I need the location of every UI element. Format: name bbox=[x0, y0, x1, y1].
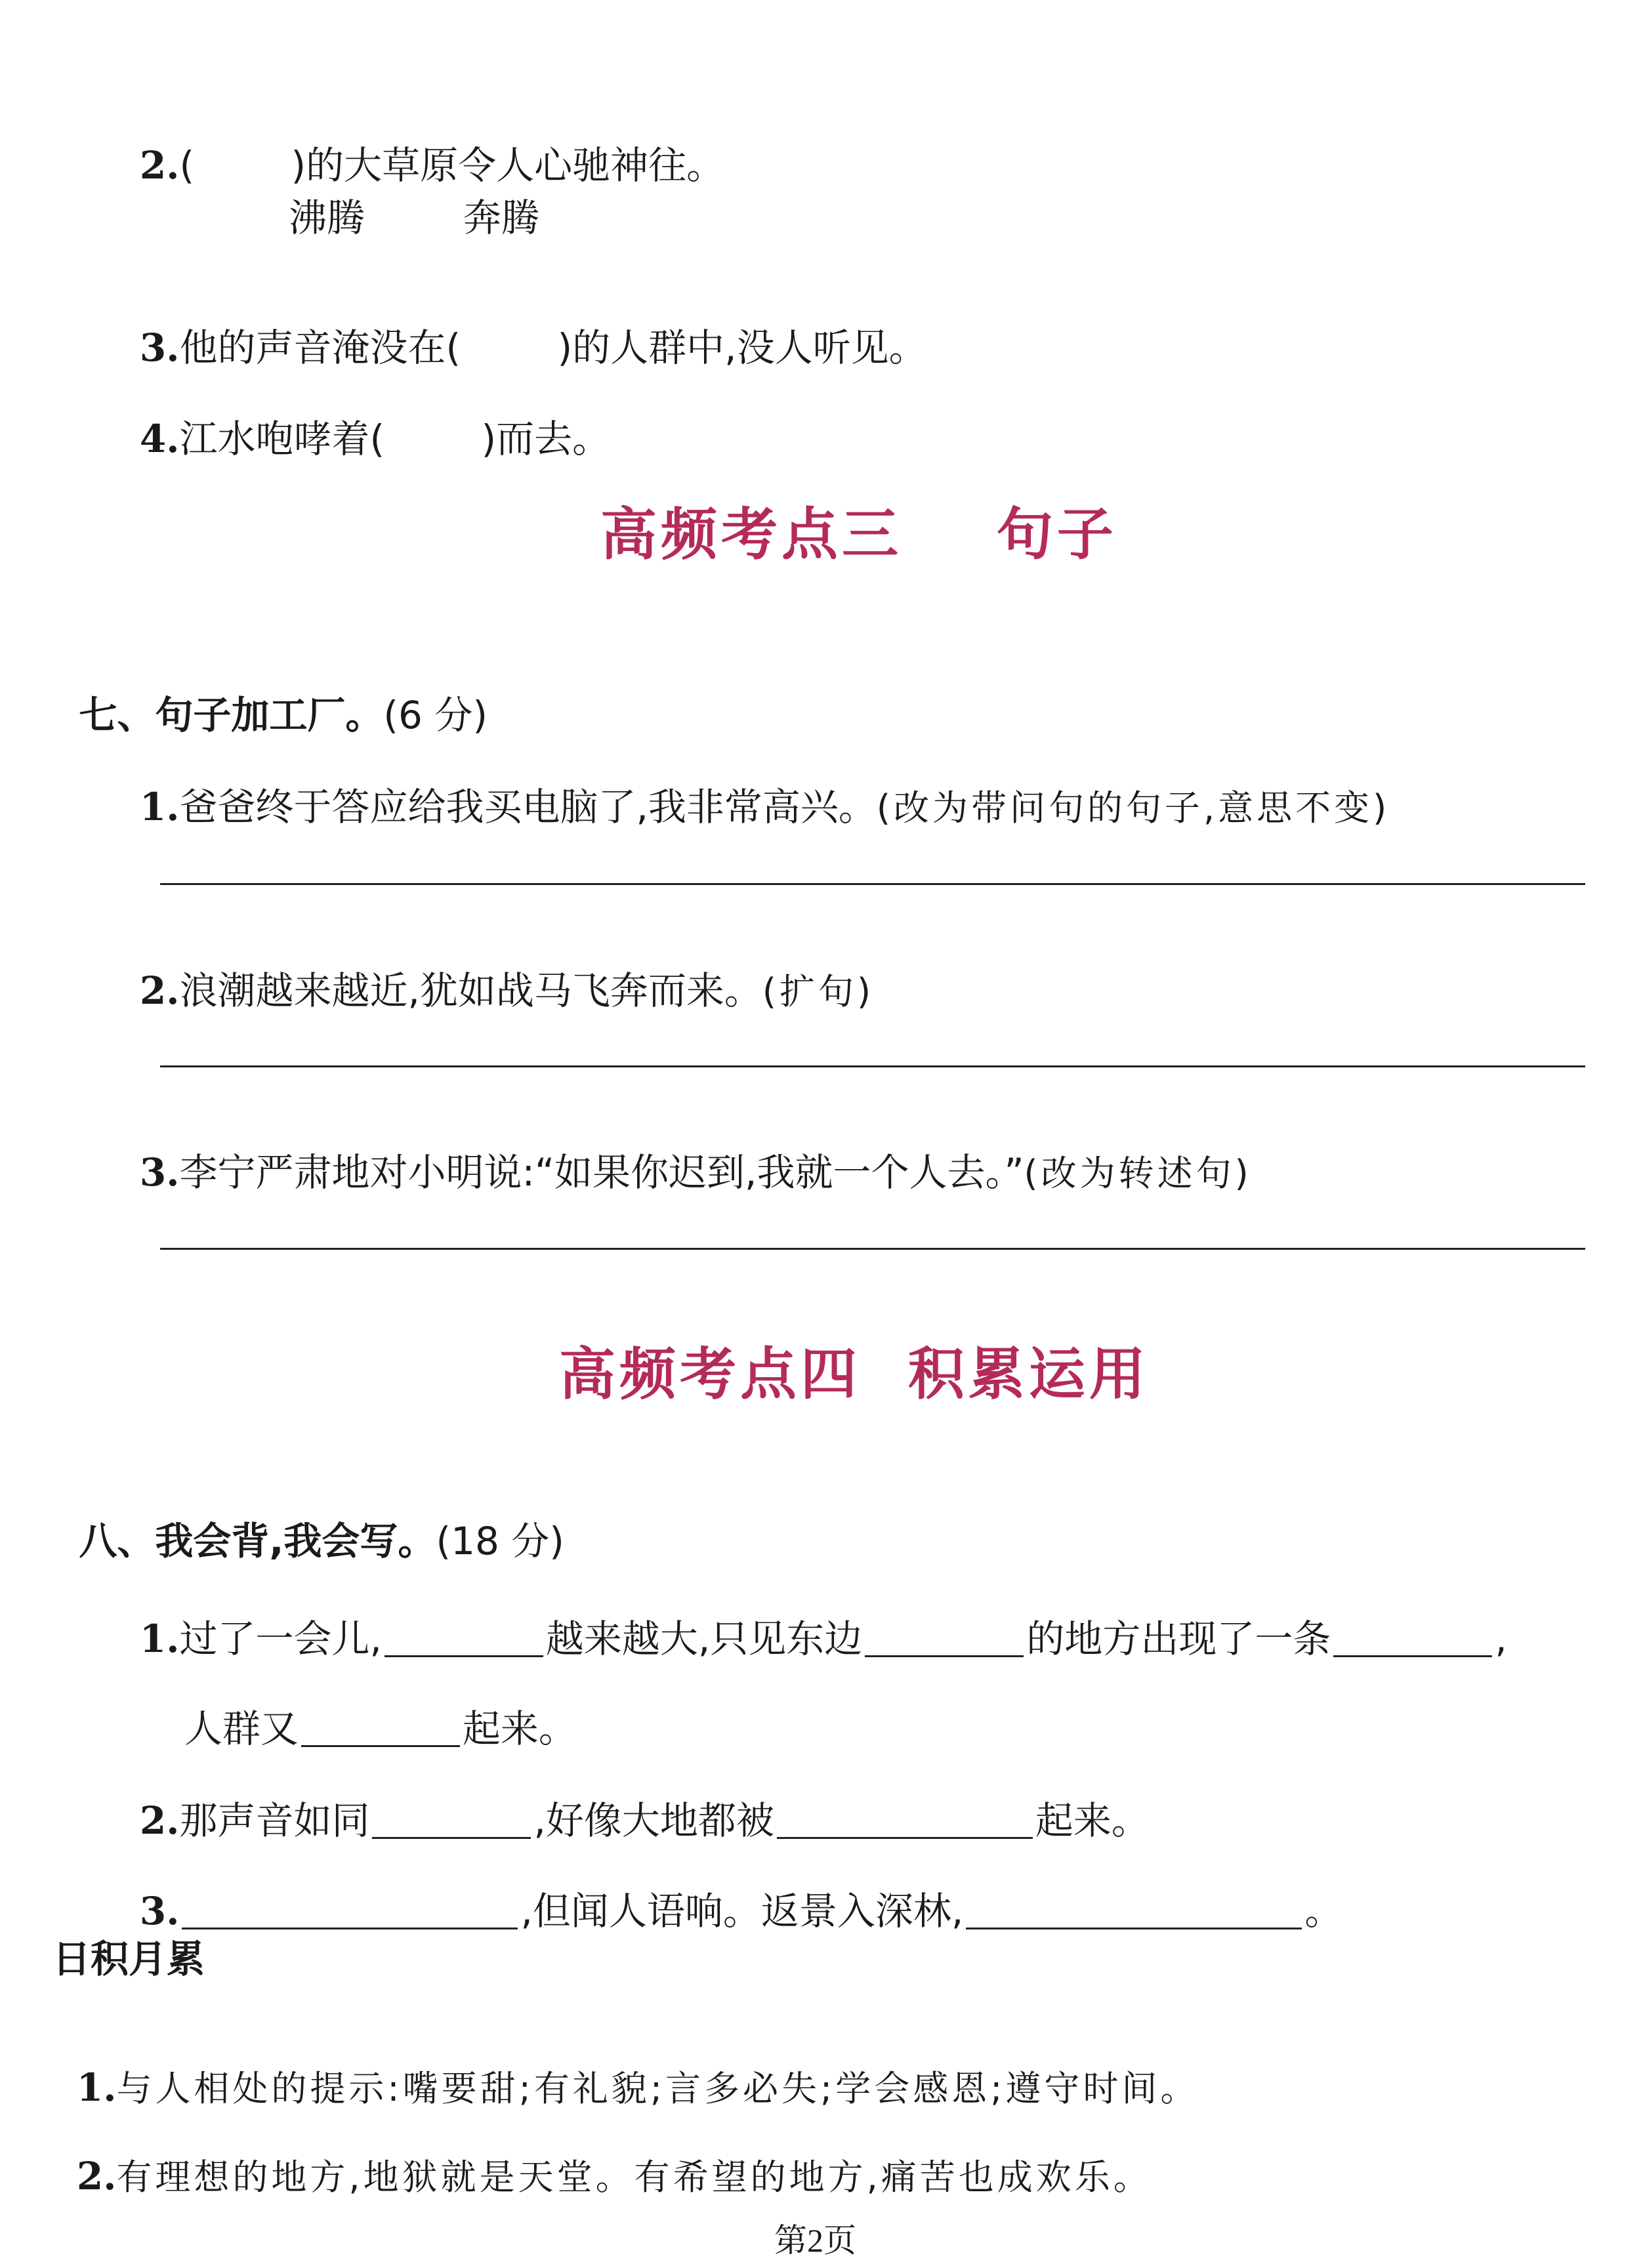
item-text: ,但闻人语响。返景入深林, bbox=[520, 1889, 964, 1933]
item-number: 3. bbox=[139, 1150, 180, 1195]
item-text: 起来。 bbox=[1035, 1798, 1150, 1843]
q8-item-1-line-1 bbox=[115, 1578, 1507, 1661]
item-text: 李宁严肃地对小明说:“如果你迟到,我就一个人去。” bbox=[179, 1150, 1024, 1195]
fill-blank[interactable] bbox=[301, 1706, 460, 1747]
q7-item-2 bbox=[115, 934, 875, 1013]
question-score: (6 分) bbox=[383, 693, 488, 737]
fill-blank[interactable] bbox=[1333, 1616, 1492, 1657]
item-number: 2. bbox=[139, 143, 180, 188]
top-item-3 bbox=[115, 291, 927, 370]
fill-blank[interactable] bbox=[385, 1616, 543, 1657]
section-heading-accumulation: 高频考点四 积累运用 bbox=[559, 1341, 1150, 1407]
item-number: 1. bbox=[139, 785, 180, 829]
item-number: 2. bbox=[139, 1798, 180, 1843]
item-text: 江水咆哮着( )而去。 bbox=[179, 417, 611, 461]
item-instruction: (改为带问句的句子,意思不变) bbox=[876, 787, 1390, 829]
answer-line[interactable] bbox=[160, 1248, 1585, 1250]
item-text: 过了一会儿, bbox=[179, 1617, 382, 1661]
answer-line[interactable] bbox=[160, 883, 1585, 885]
fill-blank[interactable] bbox=[182, 1888, 518, 1929]
question-title: 七、句子加工厂。 bbox=[79, 693, 384, 737]
item-number: 3. bbox=[139, 325, 180, 370]
page-number: 第2页 bbox=[774, 2222, 856, 2259]
section-heading-sentences: 高频考点三 句子 bbox=[600, 501, 1117, 567]
fill-blank[interactable] bbox=[865, 1616, 1024, 1657]
item-number: 1. bbox=[76, 2065, 117, 2110]
q7-item-1 bbox=[115, 750, 1390, 829]
item-text: 有理想的地方,地狱就是天堂。有希望的地方,痛苦也成欢乐。 bbox=[116, 2156, 1152, 2198]
question-title: 八、我会背,我会写。 bbox=[79, 1519, 436, 1563]
question-8-title bbox=[52, 1484, 564, 1563]
top-item-2 bbox=[115, 108, 725, 188]
option-word-2: 奔腾 bbox=[463, 196, 540, 240]
item-text: 起来。 bbox=[462, 1706, 577, 1751]
item-number: 3. bbox=[139, 1889, 180, 1933]
fill-blank[interactable] bbox=[372, 1798, 531, 1839]
q8-item-1-line-2 bbox=[160, 1668, 577, 1751]
item-text: ( )的大草原令人心驰神往。 bbox=[179, 143, 725, 188]
option-word-1: 沸腾 bbox=[289, 196, 365, 240]
item-text: , bbox=[1495, 1617, 1507, 1661]
item-number: 2. bbox=[139, 968, 180, 1013]
q7-item-3 bbox=[115, 1115, 1252, 1195]
item-number: 1. bbox=[139, 1617, 180, 1661]
item-text: 他的声音淹没在( )的人群中,没人听见。 bbox=[179, 325, 927, 370]
question-score: (18 分) bbox=[436, 1519, 564, 1563]
accumulation-item-2 bbox=[52, 2119, 1152, 2198]
question-7-title bbox=[52, 658, 488, 737]
item-instruction: (改为转述句) bbox=[1024, 1153, 1252, 1194]
accumulation-title: 日积月累 bbox=[52, 1937, 205, 1981]
item-text: ,好像大地都被 bbox=[533, 1798, 774, 1843]
item-number: 2. bbox=[76, 2154, 117, 2198]
answer-line[interactable] bbox=[160, 1065, 1585, 1067]
item-text: 那声音如同 bbox=[179, 1798, 370, 1843]
q8-item-2 bbox=[115, 1760, 1150, 1843]
item-instruction: (扩句) bbox=[762, 971, 875, 1012]
item-text: 与人相处的提示:嘴要甜;有礼貌;言多必失;学会感恩;遵守时间。 bbox=[116, 2068, 1199, 2109]
item-text: 人群又 bbox=[184, 1706, 299, 1751]
item-text: 爸爸终于答应给我买电脑了,我非常高兴。 bbox=[179, 785, 877, 829]
item-text: 越来越大,只见东边 bbox=[545, 1617, 863, 1661]
item-text: 的地方出现了一条 bbox=[1026, 1617, 1331, 1661]
accumulation-item-1 bbox=[52, 2031, 1199, 2110]
item-number: 4. bbox=[139, 417, 180, 461]
item-text: 浪潮越来越近,犹如战马飞奔而来。 bbox=[179, 968, 762, 1013]
top-item-4 bbox=[115, 382, 611, 461]
fill-blank[interactable] bbox=[777, 1798, 1033, 1839]
item-text: 。 bbox=[1304, 1889, 1343, 1933]
q8-item-3 bbox=[115, 1850, 1343, 1933]
fill-blank[interactable] bbox=[966, 1888, 1302, 1929]
